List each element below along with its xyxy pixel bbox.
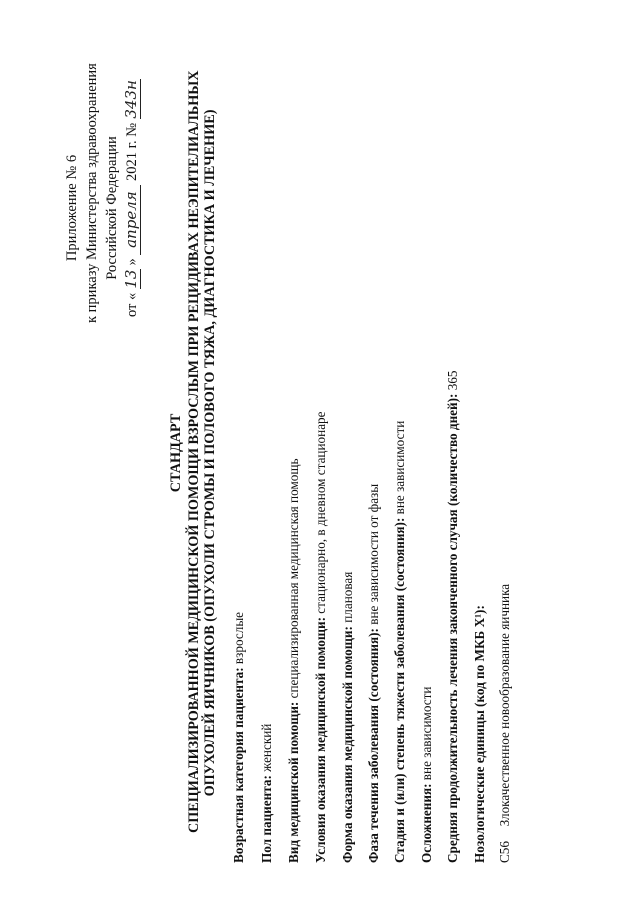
field-conditions-label: Условия оказания медицинской помощи: bbox=[313, 617, 328, 863]
date-year: 2021 г. № bbox=[124, 122, 140, 181]
appendix-order-line: к приказу Министерства здравоохранения bbox=[84, 63, 100, 323]
appendix-date-line bbox=[122, 79, 141, 317]
field-nosology-label: Нозологические единицы (код по МКБ X¹): bbox=[472, 605, 487, 863]
field-sex bbox=[259, 724, 275, 863]
field-form-label: Форма оказания медицинской помощи: bbox=[340, 626, 355, 863]
standard-title-line-2: ОПУХОЛЕЙ ЯИЧНИКОВ (ОПУХОЛИ СТРОМЫ И ПОЛОВОГО ТЯЖА, ДИАГНОСТИКА И ЛЕЧЕНИЕ) bbox=[202, 109, 218, 797]
field-sex-label: Пол пациента: bbox=[259, 775, 274, 863]
appendix-number: Приложение № 6 bbox=[64, 154, 80, 262]
date-quote: » bbox=[124, 258, 140, 266]
standard-heading: СТАНДАРТ bbox=[168, 413, 184, 493]
field-duration-label: Средняя продолжительность лечения законченного случая (количество дней): bbox=[445, 393, 460, 863]
date-prefix: от « bbox=[124, 292, 140, 317]
field-nosology bbox=[472, 605, 488, 863]
field-sex-value: женский bbox=[259, 723, 274, 772]
field-severity-value: вне зависимости bbox=[392, 420, 407, 515]
field-phase bbox=[366, 484, 382, 863]
field-age-value: взрослые bbox=[231, 611, 246, 665]
field-severity-label: Стадия и (или) степень тяжести заболевания (состояния): bbox=[392, 517, 407, 863]
field-complications-value: вне зависимости bbox=[419, 686, 434, 781]
field-complications-label: Осложнения: bbox=[419, 783, 434, 863]
field-duration-value: 365 bbox=[445, 370, 460, 391]
standard-title-line-1: СПЕЦИАЛИЗИРОВАННОЙ МЕДИЦИНСКОЙ ПОМОЩИ ВЗРОСЛЫМ ПРИ РЕЦИДИВАХ НЕЭПИТЕЛИАЛЬНЫХ bbox=[186, 70, 202, 833]
nosology-name: Злокачественное новообразование яичника bbox=[497, 583, 512, 827]
field-age bbox=[231, 612, 247, 863]
field-complications bbox=[419, 687, 435, 863]
field-duration bbox=[445, 371, 461, 863]
field-form-value: плановая bbox=[340, 571, 355, 623]
appendix-ministry-line: Российской Федерации bbox=[104, 136, 120, 280]
date-day: 13 bbox=[122, 269, 140, 289]
field-conditions-value: стационарно, в дневном стационаре bbox=[313, 411, 328, 614]
field-age-label: Возрастная категория пациента: bbox=[231, 667, 246, 863]
field-form bbox=[340, 572, 356, 863]
field-care-type bbox=[286, 458, 302, 863]
date-month: апреля bbox=[122, 185, 141, 255]
field-phase-value: вне зависимости от фазы bbox=[366, 483, 381, 625]
field-conditions bbox=[313, 412, 329, 864]
nosology-row bbox=[497, 584, 513, 863]
order-number: 343н bbox=[122, 80, 140, 119]
nosology-code: C56 bbox=[497, 841, 512, 863]
field-phase-label: Фаза течения заболевания (состояния): bbox=[366, 628, 381, 863]
field-care-type-value: специализированная медицинская помощь bbox=[286, 458, 301, 699]
field-care-type-label: Вид медицинской помощи: bbox=[286, 701, 301, 863]
field-severity bbox=[392, 421, 408, 863]
